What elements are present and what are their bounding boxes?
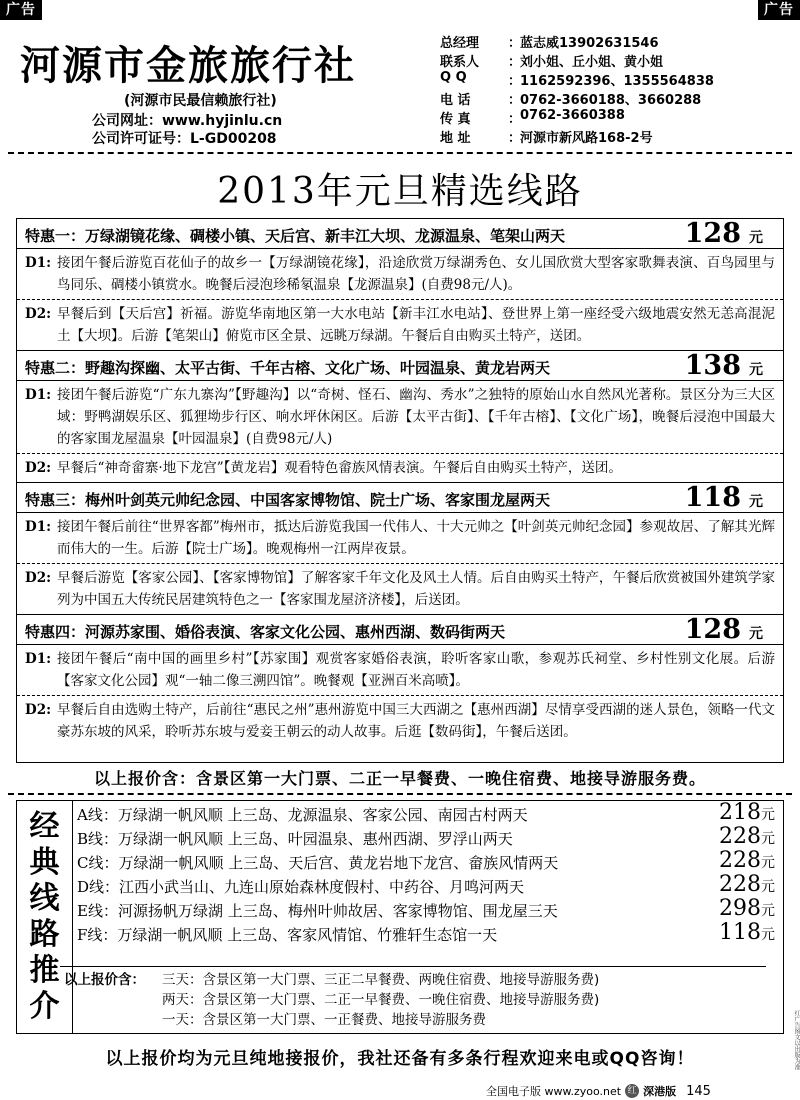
route-header (17, 351, 783, 381)
contact-label: 传 真 (440, 112, 471, 127)
itinerary-day (17, 300, 783, 351)
day-text: 早餐后游览【客家公园】、【客家博物馆】了解客家千年文化及风土人情。后自由购买土特产，午餐后欣赏被国外建筑学家列为中国五大传统民居建筑特色之一【客家围龙屋济济楼】，后送团。 (57, 570, 775, 608)
day-text: 接团午餐后前往“世界客都”梅州市，抵达后游览我国一代伟人、十大元帅之【叶剑英元帅纪念园】参观故居、了解其光辉而伟大的一生。后游【院士广场】。晚观梅州一江两岸夜景。 (57, 519, 775, 557)
price-includes-note: 以上报价含：含景区第一大门票、二正一早餐费、一晚住宿费、地接导游服务费。 (93, 769, 706, 788)
title-char: 路 (29, 917, 60, 952)
classic-line (77, 872, 781, 899)
company-website[interactable]: 公司网址：www.hyjinlu.cn (92, 113, 283, 129)
itinerary-day (17, 381, 783, 454)
company-tagline: (河源市民最信赖旅行社) (124, 93, 277, 109)
includes-text: 一天：含景区第一大门票、一正餐费、地接导游服务费 (162, 1012, 486, 1028)
line-name: B线：万绿湖一帆风顺 上三岛、叶园温泉、惠州西湖、罗浮山两天 (77, 830, 513, 848)
contact-label: 地 址 (440, 131, 471, 146)
itinerary-day (17, 249, 783, 300)
line-name: F线：万绿湖一帆风顺 上三岛、客家风情馆、竹雅轩生态馆一天 (77, 926, 498, 944)
divider (60, 966, 766, 967)
company-license: 公司许可证号：L-GD00208 (92, 131, 277, 147)
contact-row: 联系人 ： 刘小姐、丘小姐、黄小姐 (440, 51, 786, 70)
route-name: 特惠二：野趣沟探幽、太平古街、千年古榕、文化广场、叶园温泉、黄龙岩两天 (25, 359, 551, 377)
classic-line (77, 800, 781, 827)
line-name: E线：河源扬帆万绿湖 上三岛、梅州叶帅故居、客家博物馆、围龙屋三天 (77, 902, 558, 920)
price-unit: 元 (749, 230, 763, 246)
title-char: 经 (29, 809, 60, 844)
day-label: D2: (25, 306, 52, 322)
brand-badge-icon: 红 (625, 1084, 639, 1098)
title-char: 线 (29, 881, 60, 916)
company-header (14, 22, 786, 150)
contact-value: 河源市新风路168-2号 (520, 131, 653, 146)
footer-note: 以上报价均为元旦纯地接报价，我社还备有多条行程欢迎来电或QQ咨询！ (105, 1049, 695, 1069)
title-char: 介 (29, 989, 60, 1024)
classic-includes (64, 970, 599, 1030)
includes-row (64, 970, 599, 990)
classic-line (77, 848, 781, 875)
line-name: A线：万绿湖一帆风顺 上三岛、龙源温泉、客家公园、南园古村两天 (77, 806, 528, 824)
price-unit: 元 (749, 626, 763, 642)
route-header (17, 483, 783, 513)
includes-label: 以上报价含： (64, 972, 145, 988)
line-price: 218元 (719, 800, 775, 825)
day-text: 接团午餐后“南中国的画里乡村”【苏家围】观赏客家婚俗表演，聆听客家山歌，参观苏氏祠堂、乡村性别文化展。后游【客家文化公园】观“一轴二像三溯四馆”。晚餐观【亚洲百米高喷】。 (57, 651, 775, 689)
price-unit: 元 (749, 362, 763, 378)
contact-value: 蓝志威13902631546 (520, 36, 659, 51)
route-price: 128 (684, 218, 741, 249)
day-text: 早餐后自由选购土特产，后前往“惠民之州”惠州游览中国三大西湖之【惠州西湖】尽情享受西湖的迷人景色，领略一代文豪苏东坡的风采，聆听苏东坡与爱妾王朝云的动人故事。后逛【数码街】，午餐后送团。 (57, 702, 775, 740)
divider (8, 793, 792, 795)
contact-row: 传 真 ： 0762-3660388 (440, 108, 786, 127)
contact-value: 刘小姐、丘小姐、黄小姐 (520, 55, 664, 70)
itinerary-day (17, 454, 783, 483)
divider (8, 152, 792, 154)
route-price: 138 (684, 350, 741, 381)
day-label: D2: (25, 702, 52, 718)
page-title: 2013年元旦精选线路 (217, 171, 583, 212)
itinerary-day (17, 513, 783, 564)
line-name: D线：江西小武当山、九连山原始森林度假村、中药谷、月鸣河两天 (77, 878, 525, 896)
day-text: 接团午餐后游览百花仙子的故乡一【万绿湖镜花缘】，沿途欣赏万绿湖秀色、女儿国欣赏大型客家歌舞表演、百鸟园里与鸟同乐、碉楼小镇赏水。晚餐后浸泡珍稀氡温泉【龙源温泉】(自费98元/人)。 (57, 255, 775, 293)
day-label: D2: (25, 460, 52, 476)
price-unit: 元 (749, 494, 763, 510)
day-text: 接团午餐后游览“广东九寨沟”【野趣沟】以“奇树、怪石、幽沟、秀水”之独特的原始山水自然风光著称。景区分为三大区域：野鸭湖娱乐区、狐狸坳步行区、响水坪休闲区。后游【太平古街】、【千年古榕】、【文化广场】，晚餐后浸泡中国最大的客家围龙屋温泉【叶园温泉】(自费98元/人) (57, 387, 775, 447)
day-label: D2: (25, 570, 52, 586)
route-price: 118 (684, 482, 741, 513)
contact-label: 电 话 (440, 93, 471, 108)
contact-value: 0762-3660188、3660288 (520, 93, 702, 108)
line-name: C线：万绿湖一帆风顺 上三岛、天后宫、黄龙岩地下龙宫、畲族风情两天 (77, 854, 559, 872)
contact-value: 0762-3660388 (520, 108, 625, 123)
route-name: 特惠三：梅州叶剑英元帅纪念园、中国客家博物馆、院士广场、客家围龙屋两天 (25, 491, 551, 509)
page-number: 145 (686, 1083, 711, 1099)
route-header (17, 219, 783, 249)
featured-routes (16, 218, 784, 763)
itinerary-day (17, 564, 783, 615)
line-price: 298元 (719, 896, 775, 921)
classic-line (77, 824, 781, 851)
day-text: 早餐后“神奇畲寨·地下龙宫”【黄龙岩】观看特色畲族风情表演。午餐后自由购买土特产，送团。 (57, 460, 622, 476)
classic-line (77, 920, 781, 947)
line-price: 118元 (719, 920, 775, 945)
company-name: 河源市金旅旅行社 (20, 43, 356, 89)
itinerary-day (17, 645, 783, 696)
route-name: 特惠四：河源苏家围、婚俗表演、客家文化公园、惠州西湖、数码街两天 (25, 623, 506, 641)
contact-row: Q Q ： 1162592396、1355564838 (440, 70, 786, 89)
day-label: D1: (25, 519, 52, 535)
contact-row: 地 址 ： 河源市新风路168-2号 (440, 127, 786, 146)
day-label: D1: (25, 255, 52, 271)
contact-label: Q Q (440, 70, 467, 85)
ad-tag-left: 广告 (0, 0, 42, 20)
route-price: 128 (684, 614, 741, 645)
includes-text: 三天：含景区第一大门票、三正二早餐费、两晚住宿费、地接导游服务费) (162, 972, 600, 988)
contact-value: 1162592396、1355564838 (520, 74, 714, 89)
itinerary-day (17, 696, 783, 746)
contact-label: 总经理 (440, 36, 480, 51)
day-text: 早餐后到【天后宫】祈福。游览华南地区第一大水电站【新丰江水电站】、登世界上第一座经受六级地震安然无恙高混泥土【大坝】。后游【笔架山】俯览市区全景、远眺万绿湖。午餐后自由购买土特产，送团。 (57, 306, 775, 344)
side-note: 红广告图文以出版为准 (793, 1010, 800, 1070)
line-price: 228元 (719, 824, 775, 849)
contact-row: 总经理 ： 蓝志威13902631546 (440, 32, 786, 51)
line-price: 228元 (719, 872, 775, 897)
title-char: 典 (29, 845, 60, 880)
site-link[interactable]: 全国电子版 www.zyoo.net (486, 1085, 622, 1098)
contact-row: 电 话 ： 0762-3660188、3660288 (440, 89, 786, 108)
ad-tag-right: 广告 (758, 0, 800, 20)
edition-label: 深港版 (643, 1085, 677, 1098)
route-header (17, 615, 783, 645)
day-label: D1: (25, 651, 52, 667)
includes-row (64, 1010, 599, 1030)
includes-text: 两天：含景区第一大门票、二正一早餐费、一晚住宿费、地接导游服务费) (162, 992, 600, 1008)
includes-row (64, 990, 599, 1010)
route-name: 特惠一：万绿湖镜花缘、碉楼小镇、天后宫、新丰江大坝、龙源温泉、笔架山两天 (25, 227, 566, 245)
page-footer (486, 1083, 711, 1099)
classic-line (77, 896, 781, 923)
line-price: 228元 (719, 848, 775, 873)
day-label: D1: (25, 387, 52, 403)
contact-list (440, 32, 786, 146)
classic-line-list (77, 800, 781, 947)
contact-label: 联系人 (440, 55, 480, 70)
title-char: 推 (29, 953, 60, 988)
